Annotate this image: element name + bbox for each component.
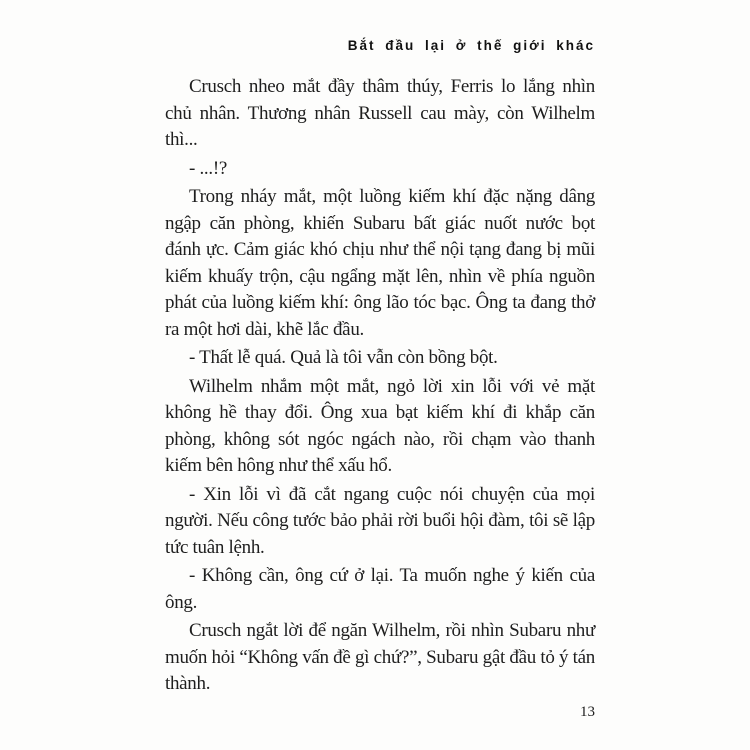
page-body (165, 74, 595, 698)
paragraph: - ...!? (189, 157, 227, 179)
paragraph: Wilhelm nhắm một mắt, ngỏ lời xin lỗi với vẻ mặt không hề thay đổi. Ông xua bạt kiếm khí đi khắp căn phòng, không sót ngóc ngách nào, rồi chạm vào thanh kiếm bên hông như thể xấu hổ. (165, 375, 595, 476)
paragraph: Crusch nheo mắt đầy thâm thúy, Ferris lo lắng nhìn chủ nhân. Thương nhân Russell cau mày, còn Wilhelm thì... (165, 76, 595, 150)
paragraph: Trong nháy mắt, một luồng kiếm khí đặc nặng dâng ngập căn phòng, khiến Subaru bất giác nuốt nước bọt đánh ực. Cảm giác khó chịu như thể nội tạng đang bị mũi kiếm khuấy trộn, cậu ngẩng mặt lên, nhìn về phía nguồn phát của luồng kiếm khí: ông lão tóc bạc. Ông ta đang thở ra một hơi dài, khẽ lắc đầu. (165, 186, 595, 340)
page-number: 13 (580, 704, 595, 720)
paragraph: - Không cần, ông cứ ở lại. Ta muốn nghe ý kiến của ông. (165, 565, 595, 613)
running-header: Bắt đầu lại ở thế giới khác (347, 38, 595, 53)
paragraph: - Xin lỗi vì đã cắt ngang cuộc nói chuyện của mọi người. Nếu công tước bảo phải rời buổi hội đàm, tôi sẽ lập tức tuân lệnh. (165, 483, 595, 558)
paragraph: Crusch ngắt lời để ngăn Wilhelm, rồi nhìn Subaru như muốn hỏi “Không vấn đề gì chứ?”, Subaru gật đầu tỏ ý tán thành. (165, 620, 595, 694)
paragraph: - Thất lễ quá. Quả là tôi vẫn còn bồng bột. (189, 347, 498, 368)
